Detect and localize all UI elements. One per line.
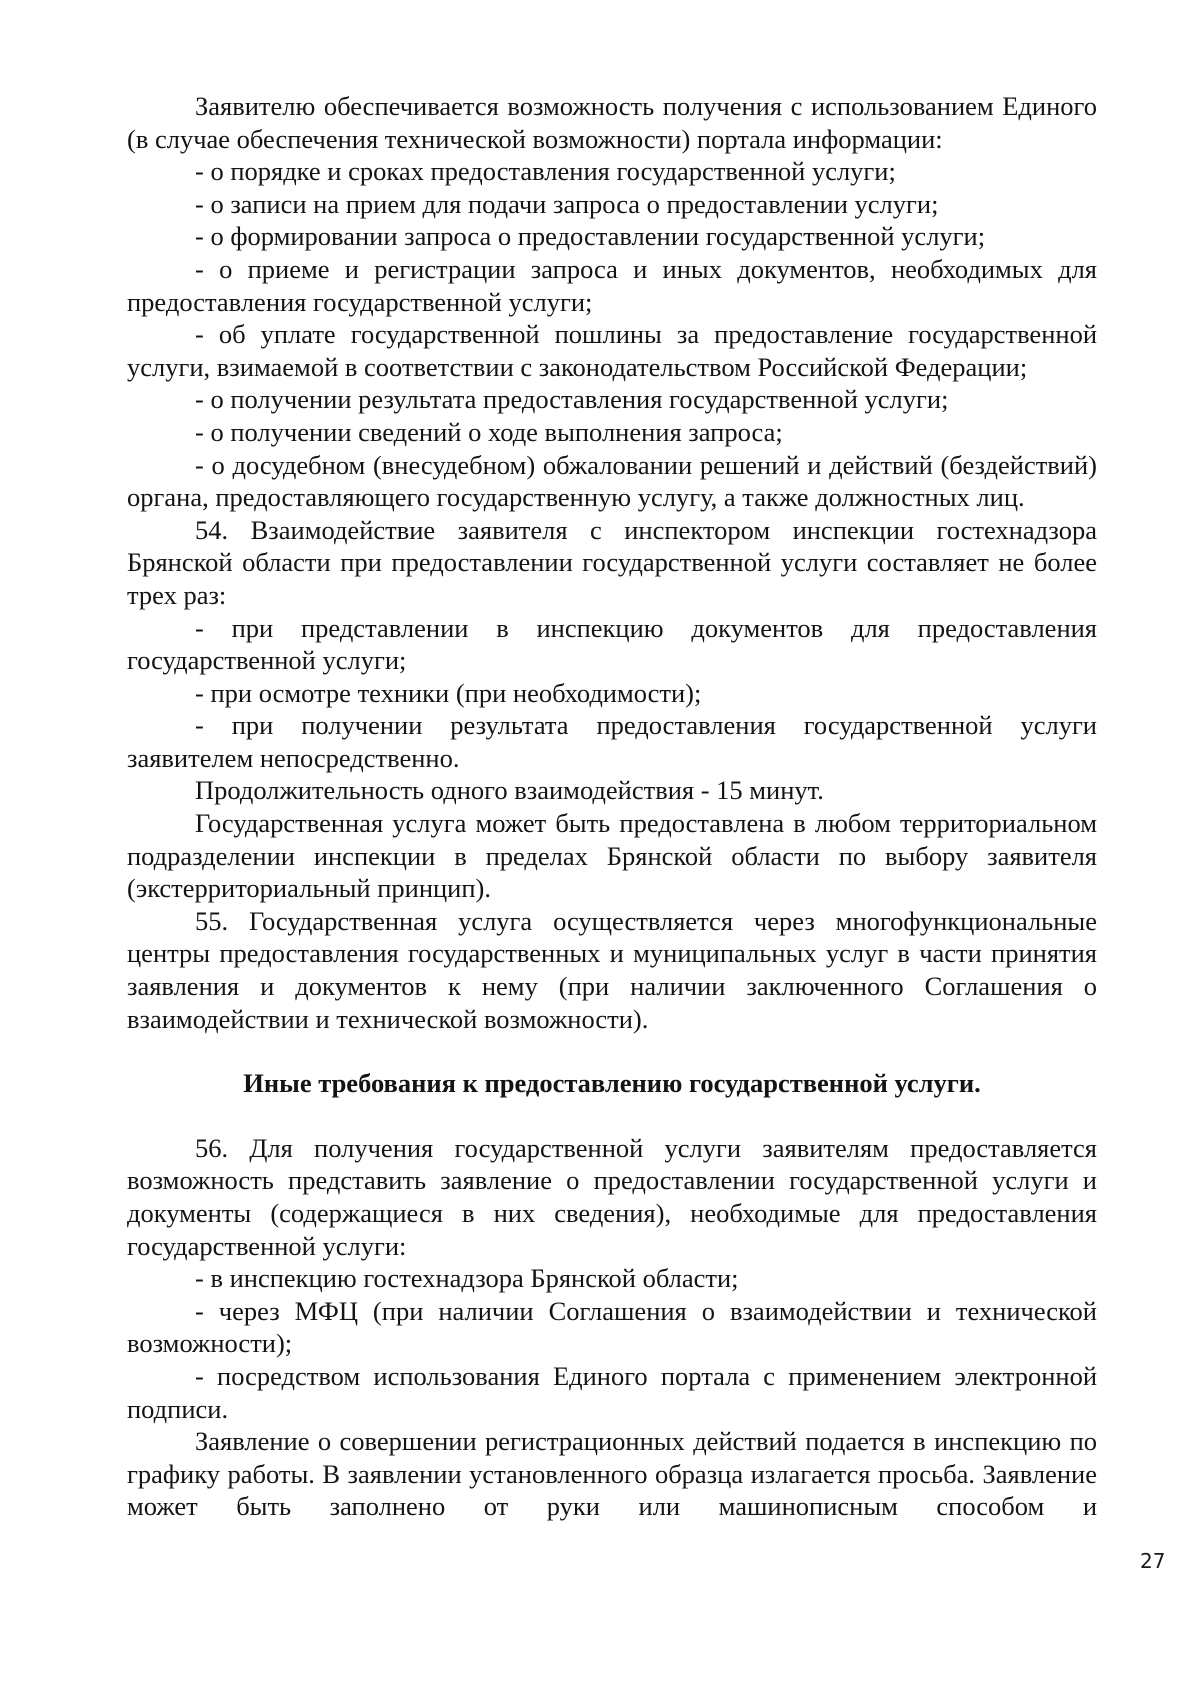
list-item: - в инспекцию гостехнадзора Брянской области;	[195, 1263, 739, 1294]
list-item: - посредством использования Единого портала с применением электронной подписи.	[127, 1360, 1097, 1424]
list-item: - о записи на прием для подачи запроса о предоставлении услуги;	[195, 188, 939, 219]
list-item: - при представлении в инспекцию документов для предоставления государственной услуги;	[127, 612, 1097, 676]
document-page	[127, 90, 1097, 1523]
paragraph-54: 54. Взаимодействие заявителя с инспектором инспекции гостехнадзора Брянской области при предоставлении государственной услуги составляет не более трех раз:	[127, 514, 1097, 610]
list-item: - о приеме и регистрации запроса и иных документов, необходимых для предоставления государственной услуги;	[127, 253, 1097, 317]
paragraph-application: Заявление о совершении регистрационных действий подается в инспекцию по графику работы. В заявлении установленного образца излагается просьба. Заявление может быть заполнено от руки или машинописным способом и	[127, 1426, 1097, 1522]
list-item: - о получении результата предоставления государственной услуги;	[195, 384, 949, 415]
section-heading: Иные требования к предоставлению государственной услуги.	[243, 1068, 981, 1099]
paragraph-intro: Заявителю обеспечивается возможность получения с использованием Единого (в случае обеспечения технической возможности) портала информации:	[127, 91, 1097, 154]
list-item: - о досудебном (внесудебном) обжаловании решений и действий (бездействий) органа, предоставляющего государственную услугу, а также должностных лиц.	[127, 449, 1097, 513]
list-item: - о формировании запроса о предоставлении государственной услуги;	[195, 221, 986, 252]
list-item: - об уплате государственной пошлины за предоставление государственной услуги, взимаемой в соответствии с законодательством Российской Федерации;	[127, 319, 1097, 382]
paragraph-56: 56. Для получения государственной услуги заявителям предоставляется возможность представить заявление о предоставлении государственной услуги и документы (содержащиеся в них сведения), необходимые для предоставления государственной услуги:	[127, 1132, 1097, 1261]
list-item: - о порядке и сроках предоставления государственной услуги;	[195, 156, 896, 187]
paragraph-55: 55. Государственная услуга осуществляется через многофункциональные центры предоставления государственных и муниципальных услуг в части принятия заявления и документов к нему (при наличии заключенного Соглашения о взаимодействии и технической возможности).	[127, 905, 1097, 1034]
list-item: - при осмотре техники (при необходимости);	[195, 677, 702, 708]
paragraph-exterritorial: Государственная услуга может быть предоставлена в любом территориальном подразделении инспекции в пределах Брянской области по выбору заявителя (экстерриториальный принцип).	[127, 808, 1097, 904]
list-item: - о получении сведений о ходе выполнения запроса;	[195, 416, 783, 447]
page-number: 27	[1140, 1549, 1166, 1573]
list-item: - при получении результата предоставления государственной услуги заявителем непосредственно.	[127, 710, 1097, 773]
paragraph-duration: Продолжительность одного взаимодействия - 15 минут.	[195, 775, 824, 806]
list-item: - через МФЦ (при наличии Соглашения о взаимодействии и технической возможности);	[127, 1295, 1097, 1359]
